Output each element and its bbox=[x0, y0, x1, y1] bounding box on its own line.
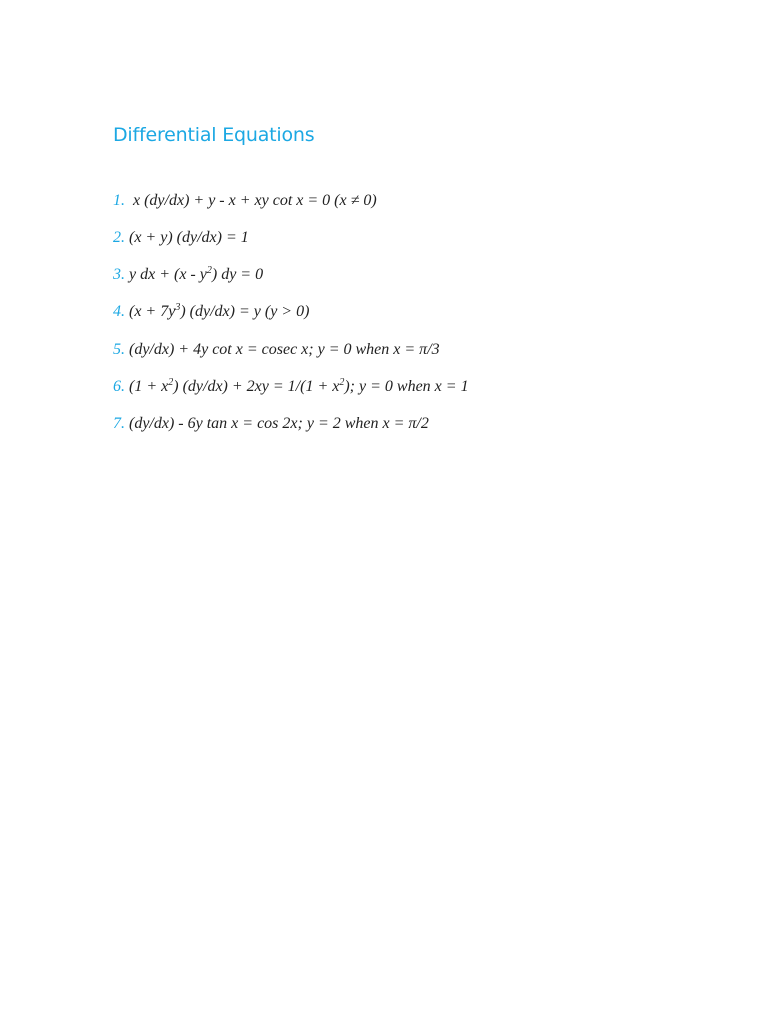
equation-text: (x + y) (dy/dx) = 1 bbox=[129, 229, 249, 246]
equation-number: 6. bbox=[113, 378, 125, 395]
equation-3 bbox=[113, 265, 263, 285]
equation-number: 7. bbox=[113, 415, 125, 432]
equation-4 bbox=[113, 302, 309, 322]
equation-number: 3. bbox=[113, 266, 125, 283]
equation-text: x (dy/dx) + y - x + xy cot x = 0 (x ≠ 0) bbox=[133, 192, 377, 209]
equation-text: (dy/dx) - 6y tan x = cos 2x; y = 2 when x = π/2 bbox=[129, 415, 429, 432]
exponent: 2 bbox=[206, 265, 212, 276]
equation-text: ); y = 0 when x = 1 bbox=[344, 378, 469, 395]
equation-text: (dy/dx) + 4y cot x = cosec x; y = 0 when x = π/3 bbox=[129, 341, 440, 358]
exponent: 2 bbox=[339, 377, 345, 388]
equation-number: 5. bbox=[113, 341, 125, 358]
exponent: 2 bbox=[168, 377, 174, 388]
equation-number: 1. bbox=[113, 192, 125, 209]
document-title: Differential Equations bbox=[113, 124, 315, 146]
equation-1 bbox=[113, 191, 377, 211]
equation-7 bbox=[113, 414, 429, 434]
equation-text: ) (dy/dx) = y (y > 0) bbox=[180, 303, 310, 320]
equation-6 bbox=[113, 377, 469, 397]
equation-2 bbox=[113, 228, 249, 248]
equation-text: ) (dy/dx) + 2xy = 1/(1 + x bbox=[173, 378, 340, 395]
equation-number: 2. bbox=[113, 229, 125, 246]
exponent: 3 bbox=[175, 302, 181, 313]
equation-text: (x + 7y bbox=[129, 303, 176, 320]
equation-text: (1 + x bbox=[129, 378, 169, 395]
equation-5 bbox=[113, 340, 440, 360]
equation-text: y dx + (x - y bbox=[129, 266, 207, 283]
equation-number: 4. bbox=[113, 303, 125, 320]
equation-text: ) dy = 0 bbox=[211, 266, 264, 283]
